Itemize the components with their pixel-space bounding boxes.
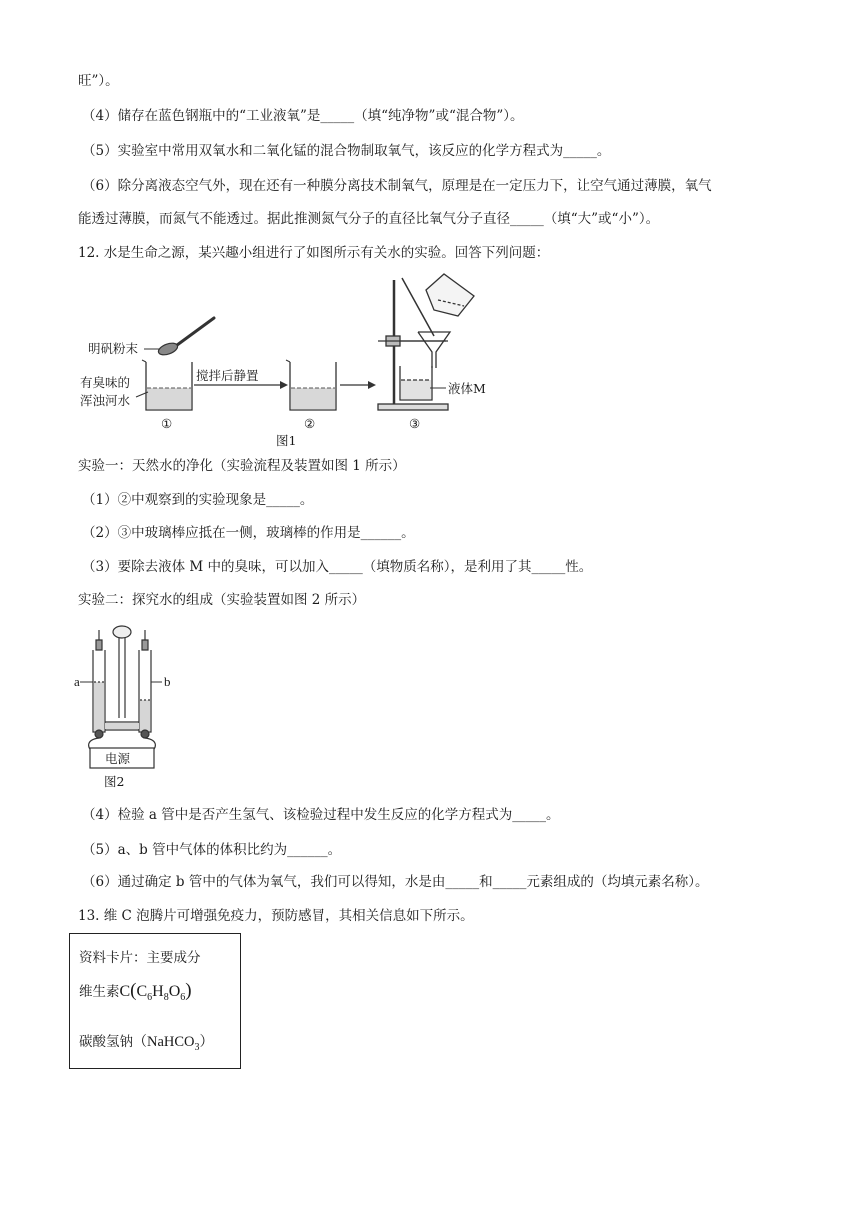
soda-name: 碳酸氢钠	[79, 1034, 133, 1050]
vc-name: 维生素	[79, 984, 120, 1000]
label-arrow: 搅拌后静置	[196, 368, 259, 383]
card-vc	[79, 980, 192, 1003]
num-3: ③	[409, 416, 421, 431]
l0: 旺”）。	[78, 73, 119, 89]
l10: 实验二：探究水的组成（实验装置如图 2 所示）	[78, 592, 366, 608]
beaker-2	[286, 360, 336, 410]
l9: （3）要除去液体 M 中的臭味，可以加入_____（填物质名称），是利用了其_____性。	[82, 559, 593, 575]
spoon-icon	[157, 318, 214, 357]
l14: 13. 维 C 泡腾片可增强免疫力，预防感冒，其相关信息如下所示。	[78, 908, 474, 924]
l12: （5）a、b 管中气体的体积比约为______。	[82, 842, 342, 858]
label-a: a	[74, 674, 80, 689]
label-alum: 明矾粉末	[88, 341, 139, 356]
l13: （6）通过确定 b 管中的气体为氧气，我们可以得知，水是由_____和_____元素组成的（均填元素名称）。	[82, 874, 709, 890]
arrow-2-head	[368, 381, 376, 389]
label-b: b	[164, 674, 171, 689]
caption-fig1: 图1	[276, 433, 297, 448]
l11: （4）检验 a 管中是否产生氢气、该检验过程中发生反应的化学方程式为_____。	[82, 807, 560, 823]
l8: （2）③中玻璃棒应抵在一侧，玻璃棒的作用是______。	[82, 525, 415, 541]
l7: （1）②中观察到的实验现象是_____。	[82, 492, 314, 508]
l3: （6）除分离液态空气外，现在还有一种膜分离技术制氧气，原理是在一定压力下，让空气通过薄膜，氧气	[82, 178, 712, 194]
l4: 能透过薄膜，而氮气不能透过。据此推测氮气分子的直径比氧气分子直径_____（填“大”或“小”）。	[78, 211, 660, 227]
card-soda: 碳酸氢钠（NaHCO$_3$）	[79, 1034, 214, 1053]
l5: 12. 水是生命之源，某兴趣小组进行了如图所示有关水的实验。回答下列问题：	[78, 245, 550, 261]
caption-fig2: 图2	[104, 774, 125, 789]
figure-1	[78, 270, 508, 450]
l2: （5）实验室中常用双氧水和二氧化锰的混合物制取氧气，该反应的化学方程式为_____。	[82, 143, 611, 159]
card-title: 资料卡片：主要成分	[79, 950, 201, 966]
num-2: ②	[304, 416, 316, 431]
label-water-1: 有臭味的	[80, 375, 131, 390]
label-liquid: 液体M	[448, 381, 486, 396]
l1: （4）储存在蓝色钢瓶中的“工业液氧”是_____（填“纯净物”或“混合物”）。	[82, 108, 524, 124]
num-1: ①	[161, 416, 173, 431]
info-card	[69, 933, 241, 1069]
beaker-1	[142, 360, 192, 410]
vc-formula: $C(C_6H_8O_6)$	[119, 980, 192, 1004]
label-water-2: 浑浊河水	[80, 393, 131, 408]
l6: 实验一：天然水的净化（实验流程及装置如图 1 所示）	[78, 458, 406, 474]
soda-formula: NaHCO$_3$	[147, 1034, 200, 1053]
figure-2	[74, 622, 174, 792]
label-power: 电源	[105, 751, 131, 766]
arrow-1-head	[280, 381, 288, 389]
